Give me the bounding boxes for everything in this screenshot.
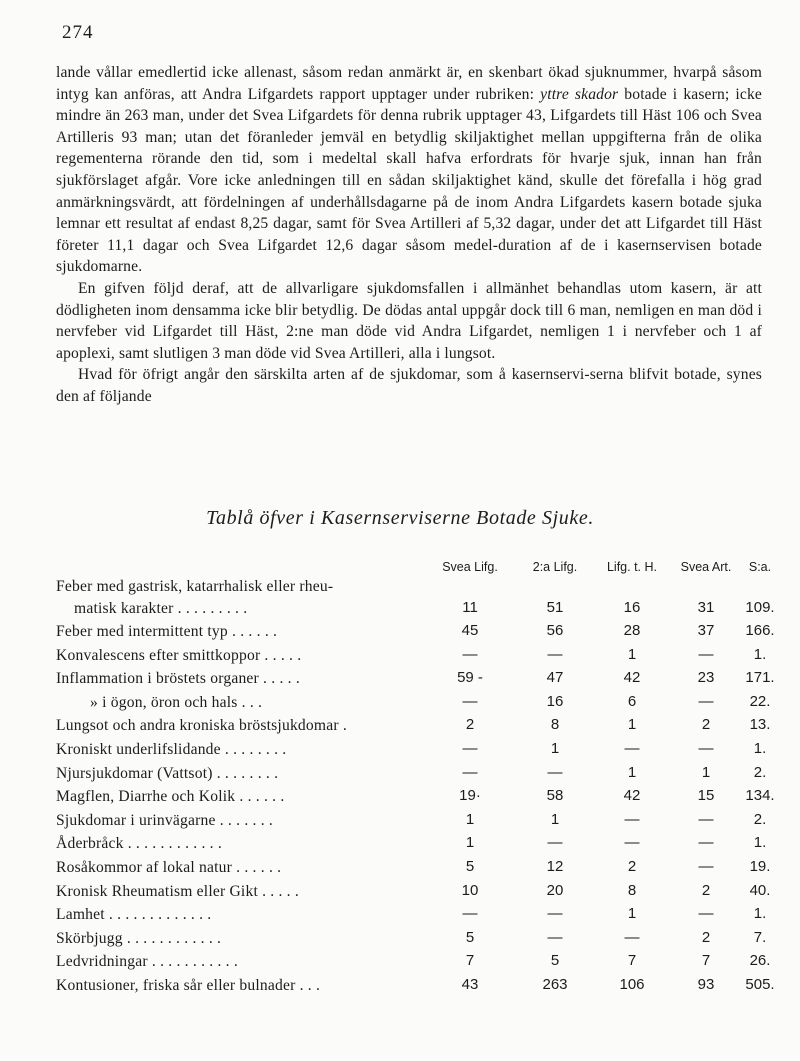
column-header-2a-lifg: 2:a Lifg.	[532, 560, 578, 574]
row-label	[56, 739, 411, 761]
table-cell: 1	[550, 739, 560, 757]
paragraph-1-italic: yttre skador	[540, 85, 619, 103]
table-cell: 40.	[749, 881, 771, 899]
body-text	[56, 62, 762, 408]
row-label	[56, 881, 411, 903]
row-label-text: Inflammation i bröstets organer . . . . .	[56, 670, 300, 688]
table-cell: 31	[697, 599, 715, 616]
row-label	[56, 763, 411, 785]
table-cell: 16	[623, 599, 641, 616]
table-cell: 1	[701, 763, 711, 781]
table-cell: 7.	[753, 928, 767, 946]
table-cell: 59 -	[457, 669, 483, 687]
table-row	[56, 810, 776, 834]
table-cell: 13.	[749, 716, 771, 734]
table-cell: 7	[701, 952, 711, 970]
table-cell: 5	[465, 928, 475, 946]
row-label-text: » i ögon, öron och hals . . .	[90, 693, 263, 711]
table-cell: 5	[465, 857, 475, 875]
table-row	[56, 975, 776, 999]
table-cell: 2.	[753, 763, 767, 781]
column-header-svea-art: Svea Art.	[680, 560, 732, 574]
row-label-text: Ledvridningar . . . . . . . . . . .	[56, 953, 238, 971]
row-label	[56, 975, 411, 997]
table-cell: —	[547, 928, 563, 946]
row-label-text: Åderbråck . . . . . . . . . . . .	[56, 835, 222, 853]
table-cell: 1	[627, 645, 637, 663]
table-cell: 2	[701, 881, 711, 899]
table-cell: 20	[546, 881, 564, 899]
table-cell: —	[462, 739, 478, 757]
table-cell: 1.	[753, 645, 767, 663]
paragraph-3: Hvad för öfrigt angår den särskilta arten af de sjukdomar, som å kasernservi-serna blifvit botade, synes den af följande	[56, 366, 762, 405]
table-row	[56, 951, 776, 975]
table-cell: 1	[627, 763, 637, 781]
table-cell: 7	[627, 952, 637, 970]
table-cell: 1	[465, 810, 475, 828]
paragraph-1-text-a: lande vållar emedlertid icke allenast, såsom redan anmärkt är, en skenbart ökad sjuknummer, hvarpå såsom intyg kan anföras, att Andra Lifgardets rapport upptager under rubriken:	[56, 64, 762, 103]
table-cell: 5	[550, 952, 560, 970]
row-label-text: Kroniskt underlifslidande . . . . . . . .	[56, 740, 287, 758]
row-label	[56, 715, 411, 737]
table-cell: 43	[461, 975, 479, 993]
page-number: 274	[62, 22, 94, 43]
row-label-text: Magflen, Diarrhe och Kolik . . . . . .	[56, 788, 285, 806]
table-cell: 37	[697, 622, 715, 639]
table-row	[56, 668, 776, 692]
table-cell: 56	[546, 622, 564, 639]
table-cell: 12	[546, 857, 564, 875]
row-label	[56, 621, 411, 643]
table-cell: —	[698, 692, 714, 710]
table-cell: 2	[627, 857, 637, 875]
row-label	[56, 928, 411, 950]
table-title: Tablå öfver i Kasernserviserne Botade Sjuke.	[206, 507, 594, 529]
table-cell: —	[698, 810, 714, 828]
table-cell: 22.	[749, 692, 771, 710]
table-row	[56, 645, 776, 669]
row-label	[56, 951, 411, 973]
table-row	[56, 715, 776, 739]
table-cell: 166.	[745, 622, 775, 639]
row-label-text: Sjukdomar i urinvägarne . . . . . . .	[56, 811, 274, 829]
row-label	[56, 576, 411, 620]
table-cell: 134.	[745, 787, 775, 805]
table-row	[56, 857, 776, 881]
table-cell: 51	[546, 599, 564, 616]
table-cell: 23	[697, 669, 715, 687]
table-cell: 1.	[753, 905, 767, 923]
table-cell: 2.	[753, 810, 767, 828]
table-cell: 1.	[753, 834, 767, 852]
table-cell: 1	[465, 834, 475, 852]
table-row	[56, 763, 776, 787]
paragraph-1-text-b: botade i kasern; icke mindre än 263 man, under det Svea Lifgardets för denna rubrik upptager 43, Lifgardets till Häst 106 och Svea Artilleris 93 man; utan det föranleder jemväl en betydlig skiljaktighet mellan uppgifterna från de olika regementerna rörande den tid, som i medeltal skall hafva erfordrats för hvarje sjuk, innan han från sjukförslaget afgår. Vore icke anledningen till en sådan skiljaktighet känd, skulle det förefalla i hög grad anmärkningsvärdt, att fördelningen af underhållsdagarne på de inom Andra Lifgardets kasern botade sjuka lemnar ett resultat af endast 8,25 dagar, samt för Svea Artilleri af 5,32 dagar, under det att Lifgardet till Häst företer 11,1 dagar och Svea Lifgardet 12,6 dagar såsom medel-duration af de i kasernservisen botade sjukdomarne.	[56, 85, 762, 276]
table-row	[56, 928, 776, 952]
table-row	[56, 833, 776, 857]
table-cell: —	[547, 905, 563, 923]
row-label-text: Lamhet . . . . . . . . . . . . .	[56, 906, 212, 924]
table-cell: 7	[465, 952, 475, 970]
row-label-text: Lungsot och andra kroniska bröstsjukdomar .	[56, 717, 347, 735]
table-cell: —	[547, 763, 563, 781]
table-cell: 263	[542, 975, 568, 993]
table-cell: —	[698, 739, 714, 757]
table-cell: —	[547, 834, 563, 852]
row-label	[56, 904, 411, 926]
table-cell: 1.	[753, 739, 767, 757]
table-cell: 58	[546, 787, 564, 805]
row-label-text: Feber med intermittent typ . . . . . .	[56, 623, 278, 640]
table-cell: 28	[623, 622, 641, 639]
table-cell: 93	[697, 975, 715, 993]
row-label-text: Njursjukdomar (Vattsot) . . . . . . . .	[56, 764, 279, 782]
table-cell: 106	[619, 975, 645, 993]
table-cell: 19·	[459, 787, 481, 805]
table-cell: 15	[697, 787, 715, 805]
table-cell: —	[462, 645, 478, 663]
table-cell: 6	[627, 692, 637, 710]
column-header-summa: S:a.	[748, 560, 772, 574]
table-cell: 2	[465, 716, 475, 734]
table-column-headers	[0, 560, 800, 576]
row-label	[56, 645, 411, 667]
table-row	[56, 692, 776, 716]
table-cell: —	[462, 763, 478, 781]
table-cell: —	[624, 928, 640, 946]
disease-table	[56, 576, 776, 999]
row-label	[56, 857, 411, 879]
row-label-text: Feber med gastrisk, katarrhalisk eller rheu-	[56, 578, 334, 595]
table-cell: 8	[627, 881, 637, 899]
table-cell: 171.	[745, 669, 775, 687]
table-cell: —	[624, 834, 640, 852]
table-cell: 10	[461, 881, 479, 899]
table-cell: —	[624, 810, 640, 828]
table-row	[56, 904, 776, 928]
table-cell: —	[547, 645, 563, 663]
table-cell: —	[624, 739, 640, 757]
row-label-text: Kontusioner, friska sår eller bulnader . . .	[56, 976, 321, 994]
row-label-text: Kronisk Rheumatism eller Gikt . . . . .	[56, 882, 299, 900]
table-row	[56, 739, 776, 763]
table-cell: —	[462, 692, 478, 710]
table-cell: 26.	[749, 952, 771, 970]
column-header-lifg-t-h: Lifg. t. H.	[606, 560, 658, 574]
table-cell: —	[698, 645, 714, 663]
table-cell: 11	[462, 599, 478, 616]
table-cell: 45	[461, 622, 479, 639]
table-cell: 1	[627, 716, 637, 734]
column-header-svea-lifg: Svea Lifg.	[442, 560, 498, 574]
row-label-text: Skörbjugg . . . . . . . . . . . .	[56, 929, 222, 947]
table-row	[56, 576, 776, 621]
row-label-continuation: matisk karakter . . . . . . . . .	[74, 600, 248, 617]
table-cell: 8	[550, 716, 560, 734]
table-row	[56, 621, 776, 645]
table-cell: 16	[546, 692, 564, 710]
table-cell: 42	[623, 669, 641, 687]
table-cell: —	[698, 834, 714, 852]
row-label-text: Rosåkommor af lokal natur . . . . . .	[56, 858, 282, 876]
paragraph-2: En gifven följd deraf, att de allvarligare sjukdomsfallen i allmänhet behandlas utom kasern, är att dödligheten inom densamma icke blir betydlig. De dödas antal uppgår dock till 6 man, nemligen en man död i nervfeber vid Lifgardet till Häst, 2:ne man döde vid Andra Lifgardet, nemligen 1 i nervfeber och 1 af apoplexi, samt slutligen 3 man döde vid Svea Artilleri, alla i lungsot.	[56, 279, 762, 362]
table-cell: —	[462, 905, 478, 923]
paragraph-1	[56, 62, 762, 278]
table-cell: 42	[623, 787, 641, 805]
row-label	[56, 833, 411, 855]
table-cell: 19.	[749, 857, 771, 875]
table-cell: 1	[627, 905, 637, 923]
table-cell: 2	[701, 716, 711, 734]
table-cell: —	[698, 857, 714, 875]
table-row	[56, 881, 776, 905]
row-label	[56, 692, 411, 714]
row-label	[56, 786, 411, 808]
row-label	[56, 668, 411, 690]
table-cell: 2	[701, 928, 711, 946]
row-label-text: Konvalescens efter smittkoppor . . . . .	[56, 646, 302, 664]
table-cell: 505.	[745, 975, 775, 993]
table-cell: 109.	[745, 599, 775, 616]
table-cell: —	[698, 905, 714, 923]
row-label	[56, 810, 411, 832]
table-row	[56, 786, 776, 810]
table-cell: 47	[546, 669, 564, 687]
table-cell: 1	[550, 810, 560, 828]
